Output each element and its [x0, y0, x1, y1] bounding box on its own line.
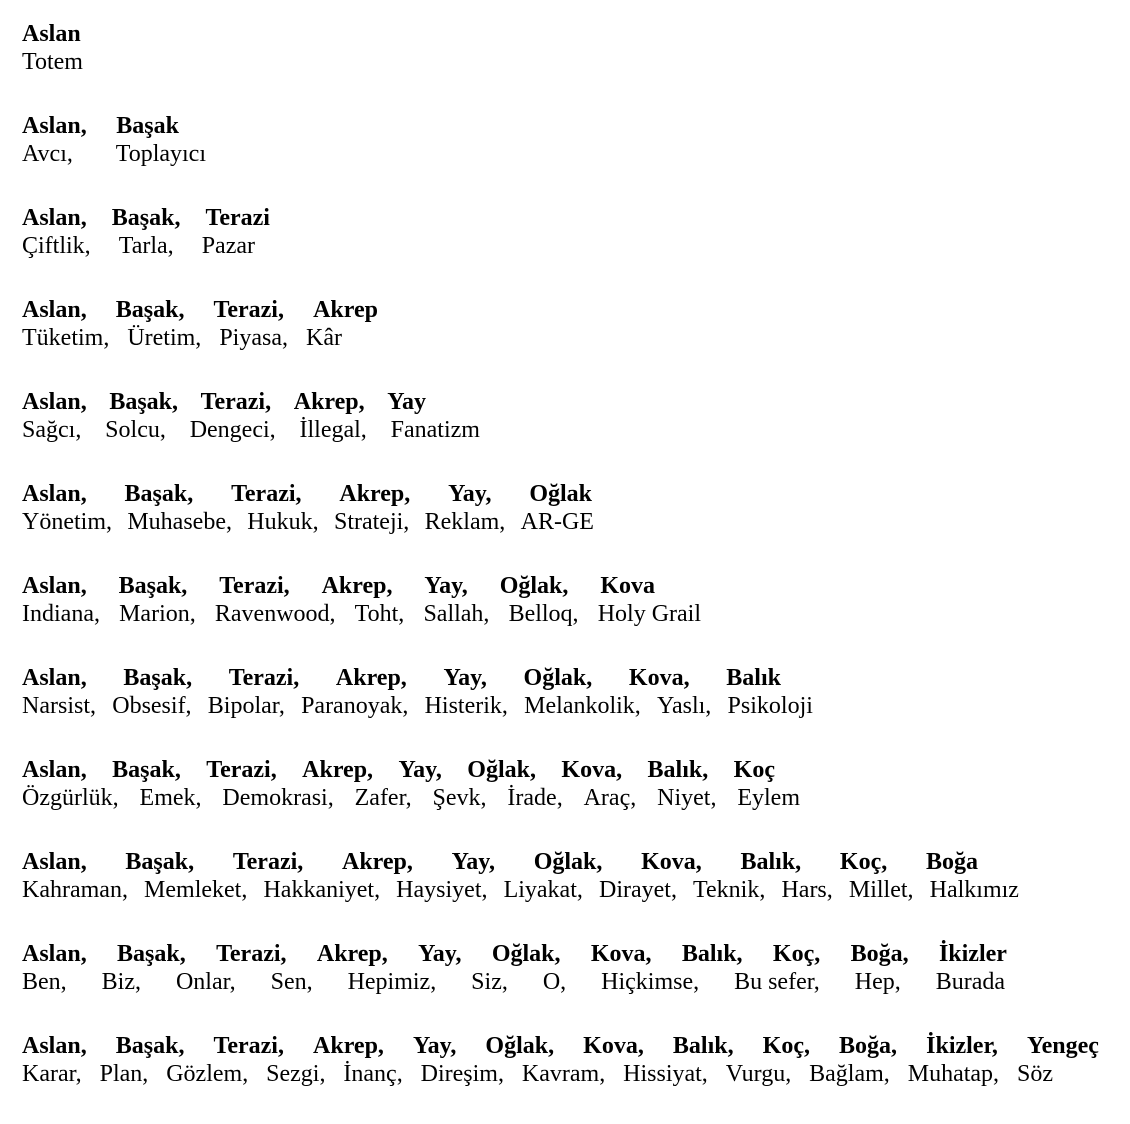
word: Hiçkimse, [601, 969, 700, 995]
sign-heading [22, 1032, 1099, 1060]
sign-name: Aslan, [22, 665, 87, 691]
word: Siz, [471, 969, 508, 995]
sign-name: Yay, [412, 1033, 457, 1059]
word: Sallah, [423, 601, 490, 627]
word: Zafer, [354, 785, 412, 811]
word: Haysiyet, [396, 877, 488, 903]
sign-name: Terazi, [213, 297, 284, 323]
sign-heading [22, 20, 81, 48]
sign-name: Başak, [123, 665, 193, 691]
word: Holy Grail [597, 601, 701, 627]
word: Halkımız [929, 877, 1019, 903]
word: Hukuk, [247, 509, 319, 535]
word: Yaslı, [657, 693, 712, 719]
word: Obsesif, [112, 693, 192, 719]
word: Şevk, [432, 785, 487, 811]
sign-name: Kova, [561, 757, 623, 783]
word: Plan, [99, 1061, 149, 1087]
word-list [22, 1060, 1053, 1088]
word-list [22, 784, 800, 812]
word: Indiana, [22, 601, 100, 627]
word: Narsist, [22, 693, 96, 719]
word: Bağlam, [809, 1061, 890, 1087]
sign-name: Akrep, [293, 389, 365, 415]
word: Toht, [354, 601, 405, 627]
word: Teknik, [693, 877, 766, 903]
word: Psikoloji [727, 693, 813, 719]
sign-name: Akrep, [316, 941, 388, 967]
word: Özgürlük, [22, 785, 119, 811]
word: İnanç, [343, 1061, 403, 1087]
sign-name: Başak, [111, 205, 181, 231]
word: Yönetim, [22, 509, 112, 535]
sign-name: Aslan, [22, 205, 87, 231]
word: Bu sefer, [734, 969, 820, 995]
sign-name: Balık, [681, 941, 743, 967]
sign-name: Kova, [583, 1033, 644, 1059]
sign-name: Başak, [124, 481, 194, 507]
sign-name: Yay, [451, 849, 495, 875]
word: Strateji, [333, 509, 410, 535]
sign-name: Koç, [762, 1033, 810, 1059]
word: Melankolik, [524, 693, 641, 719]
word: Marion, [119, 601, 196, 627]
sign-name: Koç, [772, 941, 821, 967]
sign-heading [22, 480, 592, 508]
word: Vurgu, [725, 1061, 792, 1087]
word: Sezgi, [266, 1061, 326, 1087]
word: Belloq, [508, 601, 579, 627]
sign-name: Balık, [647, 757, 709, 783]
word: İrade, [507, 785, 563, 811]
sign-name: Koç, [839, 849, 888, 875]
sign-name: Aslan, [22, 297, 87, 323]
sign-name: Oğlak, [491, 941, 561, 967]
sign-heading [22, 296, 378, 324]
word: Kahraman, [22, 877, 128, 903]
sign-name: Oğlak, [485, 1033, 555, 1059]
sign-name: Yay, [418, 941, 462, 967]
sign-name: Oğlak, [523, 665, 593, 691]
sign-name: Balık [726, 665, 781, 691]
sign-name: Başak, [112, 757, 181, 783]
word-list [22, 876, 1019, 904]
sign-name: Aslan, [22, 941, 87, 967]
sign-name: Başak, [117, 941, 186, 967]
word: Bipolar, [207, 693, 285, 719]
sign-heading [22, 848, 978, 876]
word: Solcu, [105, 417, 166, 443]
sign-heading [22, 572, 655, 600]
sign-name: Terazi, [231, 481, 302, 507]
sign-name: Kova [600, 573, 655, 599]
sign-name: Yay, [424, 573, 468, 599]
word: Biz, [101, 969, 141, 995]
sign-name: Aslan, [22, 757, 87, 783]
sign-name: Yengeç [1026, 1033, 1099, 1059]
sign-heading [22, 112, 179, 140]
sign-name: Başak, [115, 297, 185, 323]
sign-name: Aslan, [22, 389, 87, 415]
word: Araç, [583, 785, 637, 811]
word: Hepimiz, [347, 969, 437, 995]
sign-heading [22, 756, 775, 784]
word: Ben, [22, 969, 67, 995]
sign-name: Akrep, [335, 665, 407, 691]
sign-heading [22, 940, 1007, 968]
sign-name: Yay, [448, 481, 492, 507]
word: Eylem [737, 785, 800, 811]
word: İllegal, [299, 417, 367, 443]
word: Histerik, [424, 693, 508, 719]
word: Karar, [22, 1061, 82, 1087]
word: Söz [1016, 1061, 1053, 1087]
sign-name: Başak [116, 113, 179, 139]
word: Dengeci, [189, 417, 276, 443]
sign-heading [22, 204, 270, 232]
word: Muhatap, [907, 1061, 1000, 1087]
sign-name: Terazi, [216, 941, 287, 967]
word: Reklam, [424, 509, 506, 535]
word: AR-GE [520, 509, 594, 535]
sign-name: Akrep, [313, 1033, 384, 1059]
word: Burada [935, 969, 1005, 995]
word: Gözlem, [166, 1061, 249, 1087]
word-list [22, 508, 594, 536]
word: Direşim, [420, 1061, 504, 1087]
word: Sen, [270, 969, 313, 995]
word-list [22, 416, 480, 444]
word: Tarla, [118, 233, 174, 259]
word: Hakkaniyet, [263, 877, 381, 903]
sign-name: Yay, [443, 665, 487, 691]
sign-name: Boğa [925, 849, 978, 875]
sign-name: Akrep, [339, 481, 411, 507]
sign-name: Terazi, [213, 1033, 284, 1059]
sign-name: Aslan, [22, 849, 87, 875]
sign-name: Akrep [313, 297, 378, 323]
sign-name: Yay, [398, 757, 442, 783]
word: Demokrasi, [222, 785, 334, 811]
word: Çiftlik, [22, 233, 91, 259]
word: Piyasa, [219, 325, 288, 351]
word: Kâr [305, 325, 342, 351]
sign-name: Aslan, [22, 481, 87, 507]
sign-name: Oğlak, [499, 573, 569, 599]
word-list [22, 48, 83, 76]
sign-name: Yay [387, 389, 426, 415]
sign-name: Aslan, [22, 573, 87, 599]
word: Dirayet, [598, 877, 677, 903]
word: Memleket, [144, 877, 248, 903]
word: Hars, [781, 877, 833, 903]
sign-name: Başak, [109, 389, 179, 415]
word: Avcı, [22, 141, 73, 167]
sign-name: Aslan, [22, 113, 87, 139]
word: Paranoyak, [301, 693, 409, 719]
word: Emek, [139, 785, 202, 811]
sign-name: Başak, [118, 573, 188, 599]
sign-name: Kova, [628, 665, 690, 691]
sign-name: Balık, [672, 1033, 734, 1059]
sign-name: Aslan, [22, 1033, 87, 1059]
sign-name: İkizler [938, 941, 1007, 967]
word: Onlar, [175, 969, 236, 995]
sign-name: Aslan [22, 21, 81, 47]
word: O, [542, 969, 567, 995]
word: Ravenwood, [214, 601, 336, 627]
sign-name: Terazi, [219, 573, 290, 599]
word: Pazar [201, 233, 255, 259]
word-list [22, 324, 342, 352]
word: Niyet, [657, 785, 717, 811]
word: Toplayıcı [115, 141, 206, 167]
sign-heading [22, 664, 781, 692]
word: Millet, [848, 877, 914, 903]
word: Sağcı, [22, 417, 82, 443]
word: Fanatizm [390, 417, 480, 443]
sign-name: Boğa, [839, 1033, 898, 1059]
word: Muhasebe, [127, 509, 232, 535]
sign-name: Başak, [115, 1033, 185, 1059]
sign-name: Akrep, [341, 849, 413, 875]
word: Tüketim, [22, 325, 110, 351]
sign-name: Oğlak, [467, 757, 536, 783]
sign-name: İkizler, [926, 1033, 998, 1059]
sign-name: Terazi, [232, 849, 304, 875]
sign-name: Koç [733, 757, 775, 783]
sign-name: Terazi, [200, 389, 272, 415]
word: Üretim, [127, 325, 202, 351]
sign-name: Oğlak [529, 481, 592, 507]
sign-name: Kova, [641, 849, 702, 875]
sign-name: Boğa, [850, 941, 909, 967]
word-list [22, 692, 813, 720]
word: Totem [22, 49, 83, 75]
sign-heading [22, 388, 426, 416]
sign-name: Kova, [590, 941, 652, 967]
word-list [22, 968, 1005, 996]
sign-name: Akrep, [302, 757, 374, 783]
word-list [22, 232, 255, 260]
sign-name: Terazi, [228, 665, 300, 691]
sign-name: Akrep, [321, 573, 393, 599]
sign-name: Balık, [740, 849, 802, 875]
sign-name: Terazi, [206, 757, 277, 783]
sign-name: Oğlak, [533, 849, 603, 875]
word: Kavram, [521, 1061, 606, 1087]
word-list [22, 600, 701, 628]
word: Hissiyat, [623, 1061, 708, 1087]
word: Hep, [854, 969, 901, 995]
word-list [22, 140, 206, 168]
word: Liyakat, [503, 877, 583, 903]
sign-name: Başak, [125, 849, 195, 875]
sign-name: Terazi [205, 205, 270, 231]
